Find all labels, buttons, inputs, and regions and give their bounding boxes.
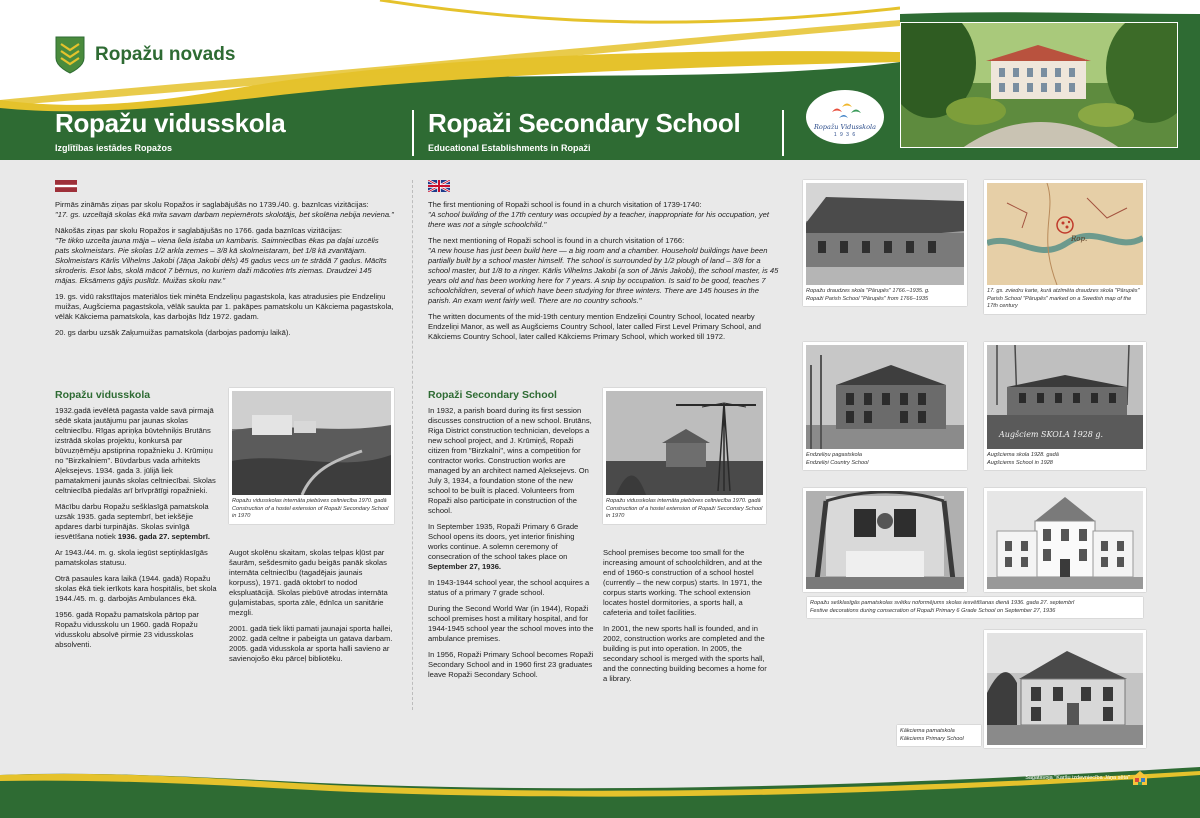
lv-intro-para-2: Nākošās ziņas par skolu Ropažos ir saglabājušās no 1766. gada baznīcas vizitācijas: "Te tikko uzcelta jauna māja – viena liela istaba un kambaris. Saimniecības ēkas pa daļai uzcēlis pats skolmeistars. Pie skolas 1/2 arkla zemes – 3/8 kā skolmeistaram, bet 1/8 kā zvanītājam. Skolmeistars Kārlis Vilhelms Jakobi (Jāņa Jakobi dēls) 45 gadus vecs un te strādā 7 gadus. Mācīts skroderis. Esot labs, skolā mācot 7 bērnus, no kuriem daži mācoties trīs ziemas. Draudzei 145 mājas. Eksāmens gājis puslīdz. Muižas skolu nav." [55,226,387,285]
en-para-1943: In 1943-1944 school year, the school acquires a status of a primary 7 grade school. [428,578,590,597]
lv-para-sports-hall: 2001. gadā tiek likti pamati jaunajai sporta hallei, 2002. gadā celtne ir pabeigta un gatava darbam. 2005. gadā vidusskola ar sporta halli savieno ar savienojošo ēku pārceļ bibliotēku. [229,624,393,663]
en-intro-para-3: The written documents of the mid-19th century mention Endzeliņi Country School, located nearby Endzeliņi Manor, as well as Augšciems Country School, later called First Level Primary School, and Kākciems Country School, later called Kākciems Primary School, which worked till 1972. [428,312,762,341]
parish-school-photo [803,180,967,306]
en-para-sports-hall: In 2001, the new sports hall is founded, and in 2002, construction works are completed and the building is put into operation. In 2005, the secondary school is merged with the sports hall, and the connecting building becomes a home for a library. [603,624,767,683]
lv-intro-para-4: 20. gs darbu uzsāk Zaķumuižas pamatskola (darbojas padomju laikā). [55,328,291,337]
parish-school-caption: Ropažu draudzes skola "Pārupēs" 1766.–1935. g. Ropaži Parish School "Pārupēs" from 1766–1935 [806,288,930,302]
lv-para-hostel: Augot skolēnu skaitam, skolas telpas kļūst par šaurām, sešdesmito gadu beigās panāk skolas internāta celtniecību (tagadējais jaunais korpuss), 1971. gadā oktobrī to nodod ekspluatācijā. Skolas piebūvē atrodas internāta guļamistabas, sporta zāle, ēdnīca un sanitārie mezgli. [229,548,388,617]
brand-name: Ropažu novads [95,44,236,65]
en-section-right [603,548,769,690]
en-para-1956: In 1956, Ropaži Primary School becomes Ropaži Secondary School and in 1960 first 23 graduates leave Ropaži Secondary School. [428,650,594,679]
uk-flag-icon [428,180,450,192]
lv-section-left [55,406,220,656]
lv-title: Ropažu vidusskola [55,108,286,138]
lv-para-1956: 1956. gadā Ropažu pamatskola pārtop par Ropažu vidusskolu un 1960. gadā Ropažu vidusskolu absolvē pirmie 23 vidusskolas absolventi. [55,610,199,649]
en-hostel-photo [603,388,766,524]
lv-para-construction: 1932.gadā ievēlētā pagasta valde savā pirmajā sēdē skata jautājumu par jaunas skolas celtniecību. Rīgas apriņķa būvtehniķis Brutāns izstrādā skolas projektu, konkursā par būvuzņēmēju apstiprina ropažnieku J. Krūmiņu no "Birzkalniem". Būvdarbus vada arhitekts Aļeksejevs. 1934. gada 3. jūlijā liek pamatakmeni jaunās skolas celtniecībai. Skolas celtniecībā piedalās arī brīvprātīgi ropažnieki. [55,406,216,495]
latvian-flag-icon [55,180,77,192]
footer-credit: Sagatavoja "Karšu izdevniecība Jāņa sēta" [1025,775,1130,781]
kakciems-caption: Kākciema pamatskola Kākciems Primary School [897,725,981,746]
school-building-photo [900,22,1178,148]
footer-band [0,765,1200,818]
en-subtitle: Educational Establishments in Ropaži [428,143,591,153]
en-para-war: During the Second World War (in 1944), Ropaži school premises host a military hospital, and for 1944-1945 school year the school moves into the ambulance premises. [428,604,594,643]
swedish-map-photo [984,180,1146,314]
festive-decorations-photo [803,488,967,592]
brand [55,36,235,74]
en-para-hostel: School premises become too small for the increasing amount of schoolchildren, and at the end of 1960-s construction of a school hostel (currently – the new corpus) starts. In 1971, the corpus starts working. The school extension locates hostel dormitories, a sports hall, a cafeteria and toilet facilities. [603,548,763,617]
lv-hostel-photo [229,388,394,524]
endzelini-caption: Endzeliņu pagastskola Endzeliņi Country School [806,452,869,466]
title-divider [412,110,414,156]
school-1936-photo [984,488,1146,592]
en-title: Ropaži Secondary School [428,108,741,138]
svg-text:Rop.: Rop. [1071,235,1088,243]
en-section-heading: Ropaži Secondary School [428,389,557,401]
lv-section-right [229,548,394,670]
school-logo-year: 1 9 3 6 [833,132,857,138]
lv-hostel-caption: Ropažu vidusskolas internāta piebūves celtniecība 1970. gadā Construction of a hostel extension of Ropaži Secondary School in 1970 [232,498,389,519]
lv-subtitle: Izglītības iestādes Ropažos [55,143,173,153]
lv-para-1943: Ar 1943./44. m. g. skola iegūst septiņklasīgās pamatskolas statusu. [55,548,208,567]
lv-section-heading: Ropažu vidusskola [55,389,151,401]
en-intro-para-2: The next mentioning of Ropaži school is found in a church visitation of 1766: "A new house has just been build here — a big room and a chamber. Household buildings have been partially built by a school master himself. The school is surrounded by 1/2 plough of land – 3/8 for a school master, but 1/8 to a ringer. Kārlis Vilhelms Jakobi (a son of Jānis Jakobi), the school master, is 45 years old and has been working here for 7 years. A snip by occupation. Is said to be good, teaches 7 schoolchildren, several of which have been studying for three winters. There are 145 houses in the parish. An exam went fairly well. There are no country schools." [428,236,779,305]
school-logo-icon [806,90,884,144]
title-divider-right [782,110,784,156]
en-para-construction: In 1932, a parish board during its first session discusses construction of a new school. Brutāns, Riga District construction technician, develops a new school project, and J. Krūmiņš, Ropaži citizen from "Birzkalni", wins a competition for contractor works. Construction works are managed by an architect named Aļeksejevs. On July 3, 1934, a foundation stone of the new school to be built is placed. Volunteers from Ropaži also participate in construction of the school. [428,406,592,515]
lv-para-opening: Mācību darbu Ropažu sešklasīgā pamatskola uzsāk 1935. gada septembrī, bet iekšējie apdares darbi turpinājās. Skolas svinīgā iesvētīšana notiek 1936. gada 27. septembrī. [55,502,210,541]
en-section-left [428,406,594,686]
kakciems-photo [984,630,1146,748]
endzelini-photo [803,342,967,470]
lv-intro [55,200,395,344]
school-logo-text: Ropažu Vidusskola [813,123,876,131]
column-divider [412,180,413,710]
coat-of-arms-icon [55,36,85,74]
augsciems-photo [984,342,1146,470]
lv-para-war: Otrā pasaules kara laikā (1944. gadā) Ropažu skolas ēkā tiek ierīkots kara hospitālis, bet skola 1944./45. m. g. darbojās Ambulances ēkā. [55,574,217,603]
augsciems-inscription: Augšciem SKOLA 1928 g. [999,430,1104,439]
lv-intro-para-3: 19. gs. vidū rakstītajos materiālos tiek minēta Endzeliņu pagastskola, kas atradusies pie Endzeliņu muižas, Augšciema pagastskola, vēlāk saukta par 1. pakāpes pamatskolu un Kākciema pagastskola, vēlāk Kākciema pamatskola, kas darbojās līdz 1972. gadam. [55,292,394,321]
swedish-map-caption: 17. gs. zviedru karte, kurā atzīmēta draudzes skola "Pārupēs" Parish School "Pārupēs" marked on a Swedish map of the 17th century [987,288,1140,309]
en-para-opening: In September 1935, Ropaži Primary 6 Grade School opens its doors, yet interior finishing works continue. A solemn ceremony of consecration of the school takes place on September 27, 1936. [428,522,579,571]
lv-intro-para-1: Pirmās zināmās ziņas par skolu Ropažos ir saglabājušās no 1739./40. g. baznīcas vizitācijas: "17. gs. uzceltajā skolas ēkā mita savam darbam nepiemērots skolotājs, bet skolēna nebija neviena." [55,200,394,219]
en-intro-para-1: The first mentioning of Ropaži school is found in a church visitation of 1739-1740: "A school building of the 17th century was occupied by a teacher, inappropriate for his occupation, yet there was not a single schoolchild." [428,200,769,229]
header-band [0,0,1200,160]
en-intro [428,200,783,348]
festive-caption: Ropažu sešklasīgās pamatskolas svētku noformējums skolas iesvētīšanas dienā 1936. gada 27. septembrī Festive decorations during consecration of Ropaži Primary 6 Grade School on September 27, 1936 [807,597,1143,618]
en-hostel-caption: Ropažu vidusskolas internāta piebūves celtniecība 1970. gadā Construction of a hostel extension of Ropaži Secondary School in 1970 [606,498,763,519]
augsciems-caption: Augšciema skola 1928. gadā Augšciems School in 1928 [987,452,1059,466]
footer-swoosh [0,765,1200,818]
credit-logo-icon [1132,770,1148,786]
